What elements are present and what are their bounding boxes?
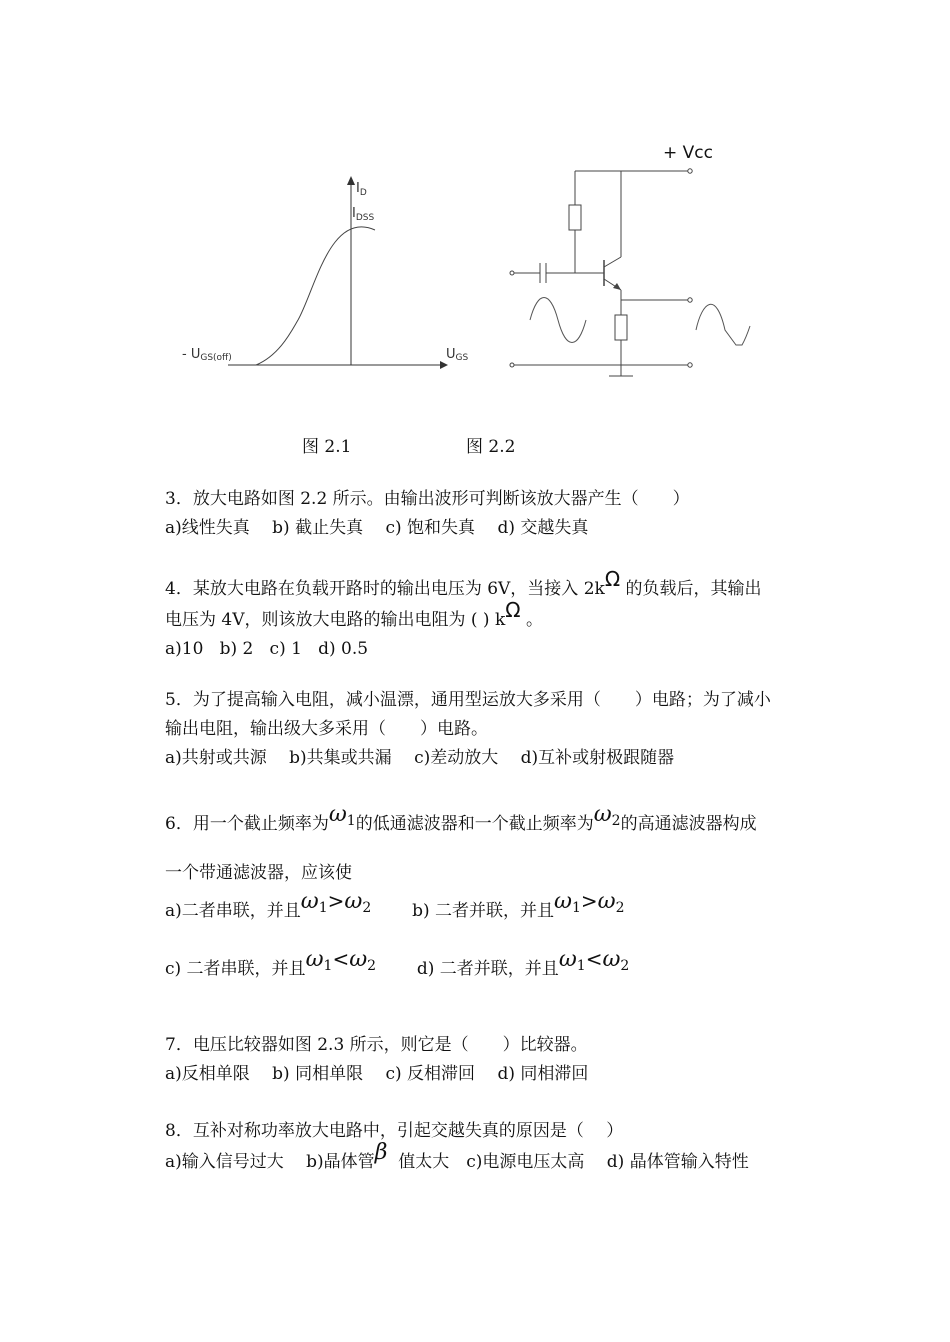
question-7-options: a)反相单限 b) 同相单限 c) 反相滞回 d) 同相滞回 <box>165 1064 589 1084</box>
figure-2-1-transfer-curve <box>170 170 490 390</box>
figure-2-2-amplifier-circuit <box>500 140 770 390</box>
emitter-resistor <box>615 315 627 340</box>
ground-terminal-left <box>510 363 514 367</box>
question-4-options: a)10 b) 2 c) 1 d) 0.5 <box>165 639 369 659</box>
ground-terminal-right <box>688 363 692 367</box>
question-8-text: 8．互补对称功率放大电路中，引起交越失真的原因是（ ） <box>165 1121 624 1141</box>
question-5-line-1: 5．为了提高输入电阻，减小温漂，通用型运放大多采用（ ）电路；为了减小 <box>165 690 771 710</box>
option-d: d) 二者并联，并且$\omega^1<\omega^2$ <box>416 947 630 979</box>
bias-resistor <box>569 205 581 230</box>
question-4-line-1: 4．某放大电路在负载开路时的输出电压为 6V，当接入 2kΩ 的负载后，其输出 <box>165 567 762 599</box>
x-axis-arrowhead <box>440 361 448 369</box>
question-8-options: a)输入信号过大 b)晶体管β 值太大 c)电源电压太高 d) 晶体管输入特性 <box>165 1140 749 1172</box>
question-6-line-2: 一个带通滤波器，应该使 <box>165 863 352 883</box>
question-3-options: a)线性失真 b) 截止失真 c) 饱和失真 d) 交越失真 <box>165 518 589 538</box>
question-6 <box>165 802 855 840</box>
beta-symbol: β <box>374 1140 388 1165</box>
option-a: a)二者串联，并且$\omega^1>\omega^2$ <box>165 889 372 921</box>
question-3-text: 3．放大电路如图 2.2 所示。由输出波形可判断该放大器产生（ ） <box>165 489 690 509</box>
question-6-options-cd <box>165 947 855 985</box>
figure-2-1-caption: 图 2.1 <box>302 437 352 457</box>
question-3 <box>165 485 855 543</box>
option-c: c) 二者串联，并且$\omega^1<\omega^2$ <box>165 947 377 979</box>
ugsoff-label: - UGS(off) <box>182 347 232 363</box>
question-7 <box>165 1031 855 1089</box>
transfer-curve <box>256 227 375 365</box>
vcc-terminal <box>688 169 692 173</box>
transistor-collector <box>604 257 621 267</box>
question-5-line-2: 输出电阻，输出级大多采用（ ）电路。 <box>165 719 488 739</box>
question-4 <box>165 567 855 664</box>
omega-symbol: Ω <box>505 598 521 622</box>
idss-label: $I_{DSS}$ <box>352 206 375 223</box>
question-8 <box>165 1117 855 1177</box>
question-4-line-2: 电压为 4V，则该放大电路的输出电阻为 ( ) kΩ 。 <box>165 598 543 630</box>
vcc-label: + Vcc <box>663 143 713 163</box>
question-6-line-1: 6．用一个截止频率为$\omega^1$的低通滤波器和一个截止频率为$\omega^2$的高通滤波器构成 <box>165 802 757 834</box>
emitter-arrow <box>613 283 621 290</box>
output-terminal <box>688 298 692 302</box>
question-7-text: 7．电压比较器如图 2.3 所示，则它是（ ）比较器。 <box>165 1035 588 1055</box>
id-label: $I_D$ <box>356 181 367 198</box>
question-5 <box>165 686 855 773</box>
question-5-options: a)共射或共源 b)共集或共漏 c)差动放大 d)互补或射极跟随器 <box>165 748 675 768</box>
input-terminal <box>510 271 514 275</box>
option-b: b) 二者并联，并且$\omega^1>\omega^2$ <box>412 889 625 921</box>
question-6-options-ab <box>165 889 855 927</box>
ugs-label: UGS <box>446 347 469 363</box>
figure-2-2-caption: 图 2.2 <box>466 437 516 457</box>
output-clipped-wave <box>696 304 750 345</box>
y-axis-arrowhead <box>347 176 355 185</box>
omega-symbol: Ω <box>604 567 621 591</box>
input-sine-wave <box>530 298 586 343</box>
